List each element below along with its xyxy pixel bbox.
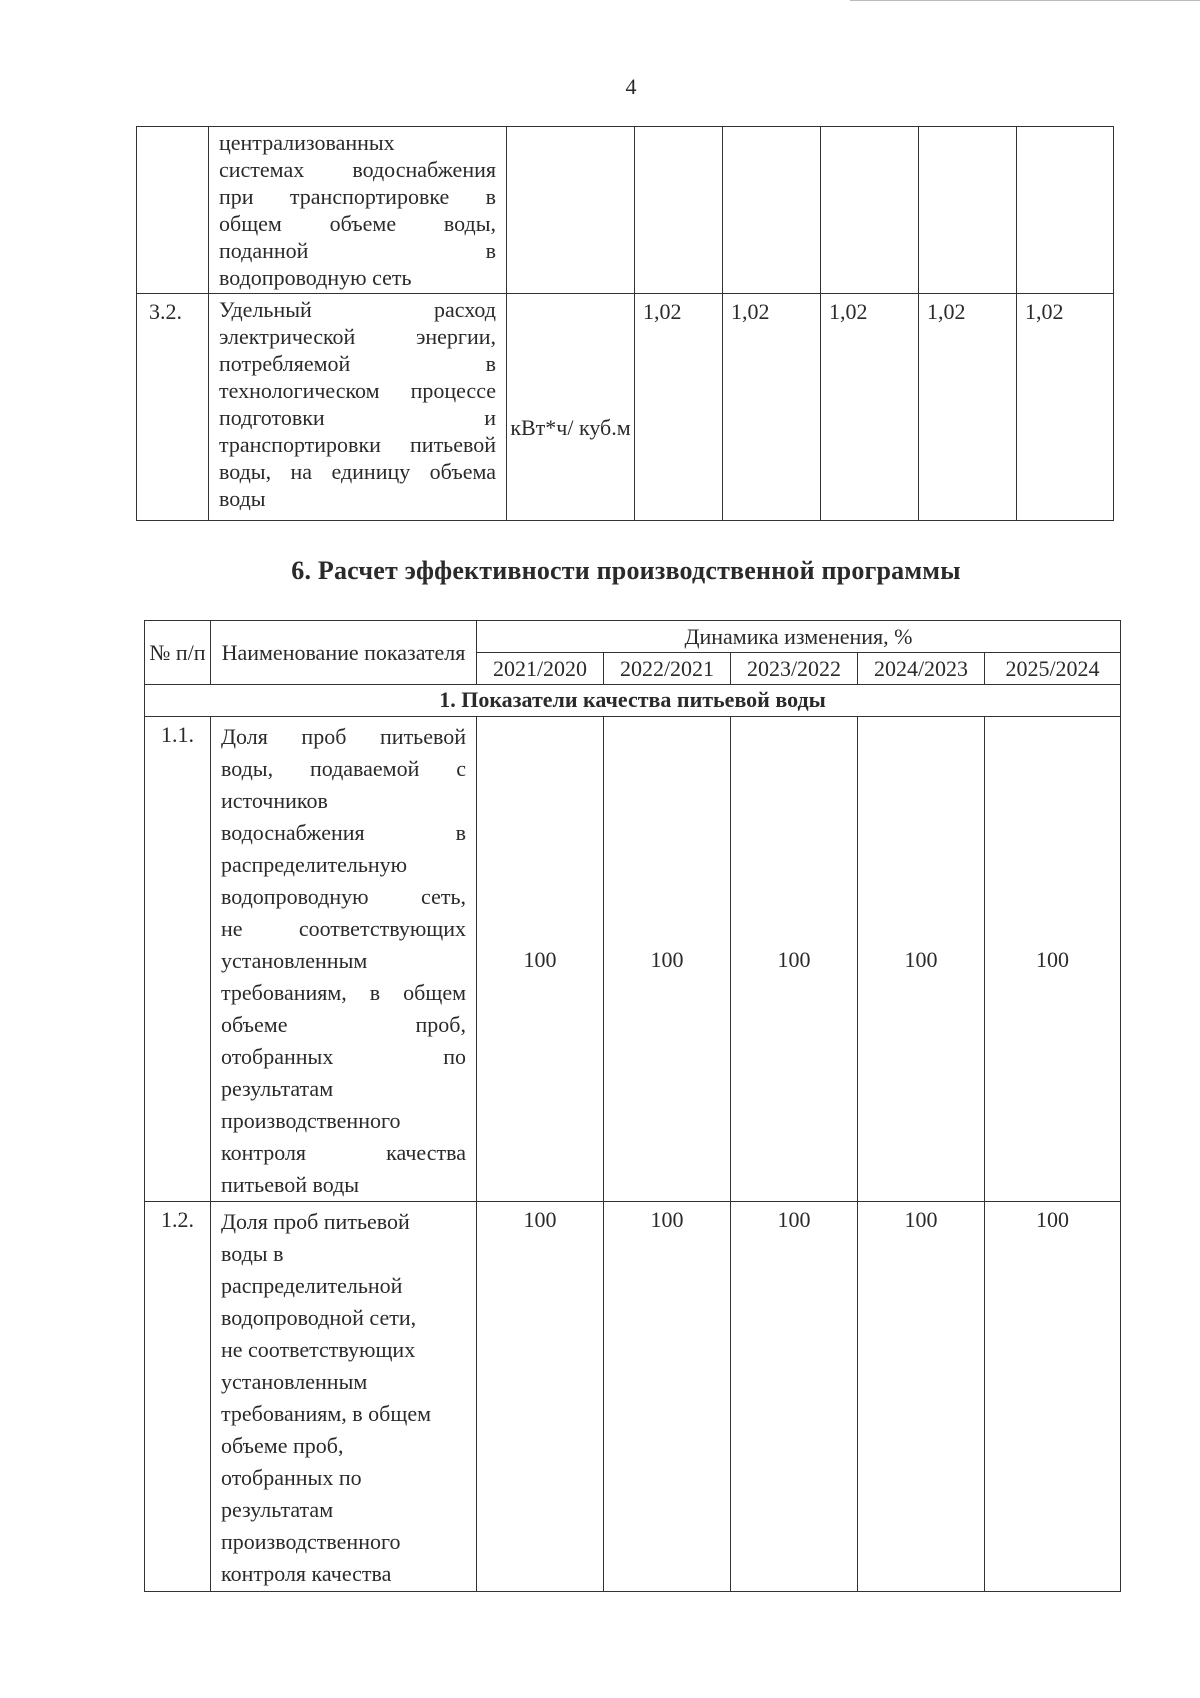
group-row — [145, 685, 1121, 717]
header-year: 2022/2021 — [604, 653, 731, 685]
name-line: электрической энергии, — [219, 324, 496, 349]
name-line: транспортировки питьевой — [219, 432, 496, 457]
value-cell: 1,02 — [635, 294, 723, 521]
name-line: воды в — [221, 1241, 284, 1266]
table-row — [137, 127, 1114, 294]
name-line: системах водоснабжения — [219, 157, 496, 182]
group-title: 1. Показатели качества питьевой воды — [145, 685, 1121, 717]
name-line: результатам — [221, 1076, 334, 1101]
name-line: поданной в — [219, 238, 496, 263]
value-cell: 1,02 — [919, 294, 1017, 521]
name-line: водоснабжения в — [221, 820, 466, 845]
value-cell — [1017, 127, 1114, 294]
name-line: Удельный расход — [219, 297, 496, 322]
name-line: питьевой воды — [221, 1172, 360, 1197]
row-index: 3.2. — [137, 294, 209, 521]
name-line: не соответствующих — [221, 916, 466, 941]
name-line: технологическом процессе — [219, 378, 496, 403]
indicator-name — [211, 1202, 477, 1592]
value-cell: 1,02 — [1017, 294, 1114, 521]
value-cell: 100 — [477, 1202, 604, 1592]
value-cell: 100 — [604, 1202, 731, 1592]
name-line: распределительной — [221, 1273, 403, 1298]
indicator-name — [209, 127, 507, 294]
value-cell — [919, 127, 1017, 294]
value-cell: 100 — [477, 717, 604, 1202]
name-line: контроля качества — [221, 1140, 466, 1165]
name-line: производственного — [221, 1529, 401, 1554]
name-line: Доля проб питьевой — [221, 724, 466, 749]
unit-cell: кВт*ч/ куб.м — [507, 294, 635, 521]
value-cell: 100 — [731, 717, 858, 1202]
name-line: водопроводную сеть — [219, 265, 412, 290]
header-year: 2024/2023 — [858, 653, 985, 685]
value-cell: 100 — [604, 717, 731, 1202]
header-row — [145, 621, 1121, 653]
name-line: требованиям, в общем — [221, 1401, 431, 1426]
indicators-table-continuation — [136, 126, 1114, 521]
value-cell — [635, 127, 723, 294]
name-line: установленным — [221, 1369, 368, 1394]
name-line: источников — [221, 788, 328, 813]
indicator-name — [209, 294, 507, 521]
name-line: при транспортировке в — [219, 184, 496, 209]
value-cell: 100 — [985, 1202, 1121, 1592]
header-year: 2023/2022 — [731, 653, 858, 685]
name-line: объеме проб, — [221, 1012, 466, 1037]
header-dynamics: Динамика изменения, % — [477, 621, 1121, 653]
section-title: 6. Расчет эффективности производственной программы — [291, 556, 961, 585]
name-line: централизованных — [219, 130, 395, 155]
value-cell: 100 — [858, 1202, 985, 1592]
name-line: подготовки и — [219, 405, 496, 430]
unit-cell — [507, 127, 635, 294]
scan-edge-line — [850, 0, 1200, 1]
name-line: воды — [219, 486, 266, 511]
value-cell: 1,02 — [821, 294, 919, 521]
name-line: Доля проб питьевой — [221, 1209, 410, 1234]
header-year: 2025/2024 — [985, 653, 1121, 685]
efficiency-table — [144, 620, 1121, 1592]
row-index: 1.1. — [145, 717, 211, 1202]
value-cell: 100 — [731, 1202, 858, 1592]
name-line: потребляемой в — [219, 351, 496, 376]
table-row — [145, 717, 1121, 1202]
name-line: водопроводной сети, — [221, 1305, 417, 1330]
name-line: воды, на единицу объема — [219, 459, 496, 484]
header-name: Наименование показателя — [211, 621, 477, 685]
name-line: производственного — [221, 1108, 401, 1133]
value-cell: 100 — [858, 717, 985, 1202]
name-line: общем объеме воды, — [219, 211, 496, 236]
name-line: контроля качества — [221, 1561, 392, 1586]
name-line: водопроводную сеть, — [221, 884, 466, 909]
name-line: воды, подаваемой с — [221, 756, 466, 781]
header-number: № п/п — [145, 621, 211, 685]
name-line: результатам — [221, 1497, 334, 1522]
name-line: объеме проб, — [221, 1433, 344, 1458]
row-index: 1.2. — [145, 1202, 211, 1592]
table-row — [145, 1202, 1121, 1592]
row-index — [137, 127, 209, 294]
value-cell — [723, 127, 821, 294]
name-line: установленным — [221, 948, 368, 973]
table-row — [137, 294, 1114, 521]
value-cell — [821, 127, 919, 294]
name-line: отобранных по — [221, 1044, 466, 1069]
page-number: 4 — [625, 74, 637, 99]
name-line: распределительную — [221, 852, 408, 877]
name-line: требованиям, в общем — [221, 980, 466, 1005]
value-cell: 100 — [985, 717, 1121, 1202]
value-cell: 1,02 — [723, 294, 821, 521]
indicator-name — [211, 717, 477, 1202]
header-year: 2021/2020 — [477, 653, 604, 685]
name-line: не соответствующих — [221, 1337, 416, 1362]
name-line: отобранных по — [221, 1465, 362, 1490]
